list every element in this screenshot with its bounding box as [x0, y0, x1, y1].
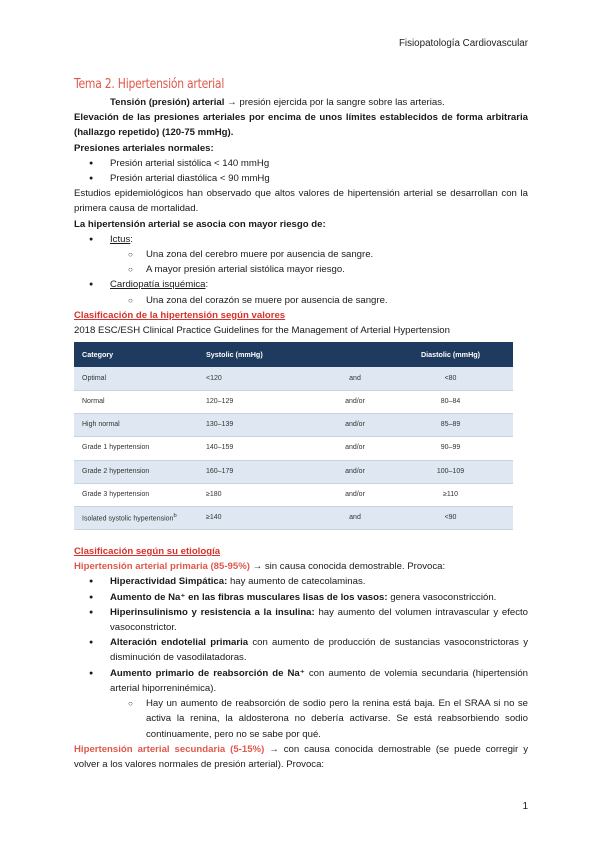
- cell-category-text: Isolated systolic hypertension: [82, 515, 174, 523]
- cell-connector: and/or: [322, 483, 388, 506]
- cause-title: Alteración endotelial primaria: [110, 637, 249, 649]
- sub-list-item: ○ A mayor presión arterial sistólica mayor riesgo.: [74, 262, 528, 277]
- col-category: Category: [74, 342, 198, 367]
- page-content: [74, 76, 528, 772]
- cell-systolic: 120–129: [198, 390, 322, 413]
- table-row: [74, 506, 513, 529]
- classification-heading: Clasificación de la hipertensión según valores: [74, 309, 286, 321]
- cell-systolic: 140–159: [198, 437, 322, 460]
- cell-category: Optimal: [74, 367, 198, 390]
- cause-title: Aumento de Na⁺ en las fibras musculares lisas de los vasos:: [110, 591, 388, 603]
- cause-text: con aumento de volemia secundaria (hipertensión arterial hiporreninémica).: [110, 667, 528, 694]
- cell-systolic: 130–139: [198, 414, 322, 437]
- col-connector: [322, 342, 388, 367]
- cardiopatia-sublist: [110, 293, 528, 308]
- normal-list: [74, 156, 528, 186]
- cell-diastolic: ≥110: [388, 483, 513, 506]
- risk-heading: [74, 217, 528, 232]
- cardiopatia-colon: :: [205, 279, 209, 291]
- secondary-label: Hipertensión arterial secundaria (5-15%): [74, 743, 265, 755]
- cell-category: Grade 2 hypertension: [74, 460, 198, 483]
- footnote-marker: b: [173, 513, 177, 520]
- table-row: [74, 367, 513, 390]
- secondary-line: [74, 742, 528, 772]
- cell-diastolic: 80–84: [388, 390, 513, 413]
- risk-heading-text: La hipertensión arterial se asocia con mayor riesgo de:: [74, 218, 326, 230]
- cell-diastolic: 90–99: [388, 437, 513, 460]
- cell-diastolic: 100–109: [388, 460, 513, 483]
- cell-diastolic: 85–89: [388, 414, 513, 437]
- ictus-label: Ictus: [110, 233, 131, 245]
- table-row: [74, 390, 513, 413]
- cell-systolic: ≥140: [198, 506, 322, 529]
- ictus-colon: :: [130, 233, 133, 245]
- normal-heading-text: Presiones arteriales normales:: [74, 142, 214, 154]
- table-header-row: [74, 342, 513, 367]
- cell-connector: and/or: [322, 390, 388, 413]
- list-item: ● Presión arterial diastólica < 90 mmHg: [74, 171, 528, 186]
- cause-title: Hiperinsulinismo y resistencia a la insulina:: [110, 606, 315, 618]
- risk-list: [74, 232, 528, 308]
- sub-list-item: ○ Una zona del corazón se muere por ausencia de sangre.: [74, 293, 528, 308]
- list-item: [74, 590, 528, 605]
- table-row: [74, 460, 513, 483]
- cell-connector: and: [322, 506, 388, 529]
- cell-connector: and/or: [322, 414, 388, 437]
- cell-category: Grade 1 hypertension: [74, 437, 198, 460]
- cell-category: Normal: [74, 390, 198, 413]
- cell-connector: and: [322, 367, 388, 390]
- table-row: [74, 437, 513, 460]
- cause-text: con aumento de producción de sustancias vasoconstrictoras y disminución de vasodilatadoras.: [110, 637, 528, 664]
- etiology-heading: Clasificación según su etiología: [74, 546, 221, 558]
- cell-systolic: 160–179: [198, 460, 322, 483]
- cause-text: hay aumento del volumen intravascular y efecto vasoconstrictor.: [110, 606, 528, 634]
- cause-title: Hiperactividad Simpática:: [110, 576, 228, 588]
- list-item: ● Presión arterial sistólica < 140 mmHg: [74, 156, 528, 171]
- guideline-text: 2018 ESC/ESH Clinical Practice Guidelines for the Management of Arterial Hypertension: [74, 325, 450, 337]
- cause-text: hay aumento de catecolaminas.: [227, 576, 366, 588]
- list-item-ictus: [74, 232, 528, 278]
- page-title: Tema 2. Hipertensión arterial: [74, 77, 225, 92]
- cardiopatia-label: Cardiopatía isquémica: [110, 279, 206, 291]
- primary-label: Hipertensión arterial primaria (85-95%): [74, 561, 250, 573]
- primary-text: → sin causa conocida demostrable. Provoca:: [249, 561, 446, 573]
- list-item: [74, 574, 528, 589]
- primary-line: [74, 559, 528, 574]
- bp-classification-table: [74, 342, 513, 530]
- list-item: [74, 666, 528, 742]
- cell-category: Grade 3 hypertension: [74, 483, 198, 506]
- epidemiology-paragraph: Estudios epidemiológicos han observado que altos valores de hipertensión arterial se desarrollan con la primera causa de mortalidad.: [74, 188, 528, 215]
- definition-term: Tensión (presión) arterial: [110, 97, 225, 108]
- cell-systolic: ≥180: [198, 483, 322, 506]
- list-item: [74, 605, 528, 635]
- normal-heading: [74, 141, 528, 156]
- definition-line: [74, 95, 528, 110]
- elevation-paragraph: [74, 110, 528, 140]
- ictus-sublist: [110, 247, 528, 277]
- list-item: [74, 635, 528, 665]
- table-row: [74, 483, 513, 506]
- cell-category: High normal: [74, 414, 198, 437]
- secondary-text: → con causa conocida demostrable (se puede corregir y volver a los valores normales de presión arterial). Provoca:: [74, 743, 528, 770]
- causes-list: [74, 574, 528, 741]
- col-diastolic: Diastolic (mmHg): [388, 342, 513, 367]
- cause-sublist: [110, 696, 528, 742]
- cell-category: [74, 506, 198, 529]
- col-systolic: Systolic (mmHg): [198, 342, 322, 367]
- elevation-text: Elevación de las presiones arteriales por encima de unos límites establecidos de forma arbitraria (hallazgo repetido) (120-75 mmHg).: [74, 112, 528, 139]
- cell-connector: and/or: [322, 437, 388, 460]
- table-row: [74, 414, 513, 437]
- cause-text: genera vasoconstricción.: [387, 591, 497, 603]
- cell-diastolic: <90: [388, 506, 513, 529]
- cause-title: Aumento primario de reabsorción de Na⁺: [110, 667, 305, 679]
- cell-connector: and/or: [322, 460, 388, 483]
- spacer: [74, 536, 528, 544]
- cell-systolic: <120: [198, 367, 322, 390]
- cell-diastolic: <80: [388, 367, 513, 390]
- sub-list-item: ○ Hay un aumento de reabsorción de sodio pero la renina está baja. En el SRAA si no se activa la renina, la aldosterona no debería activarse. Se está reabsorbiendo sodio continuamente, pero no se sabe por qué.: [74, 696, 528, 742]
- page-number: 1: [522, 800, 528, 812]
- list-item-cardiopatia: [74, 277, 528, 307]
- definition-text: → presión ejercida por la sangre sobre las arterias.: [224, 97, 445, 108]
- running-header: Fisiopatología Cardiovascular: [398, 38, 528, 49]
- sub-list-item: ○ Una zona del cerebro muere por ausencia de sangre.: [74, 247, 528, 262]
